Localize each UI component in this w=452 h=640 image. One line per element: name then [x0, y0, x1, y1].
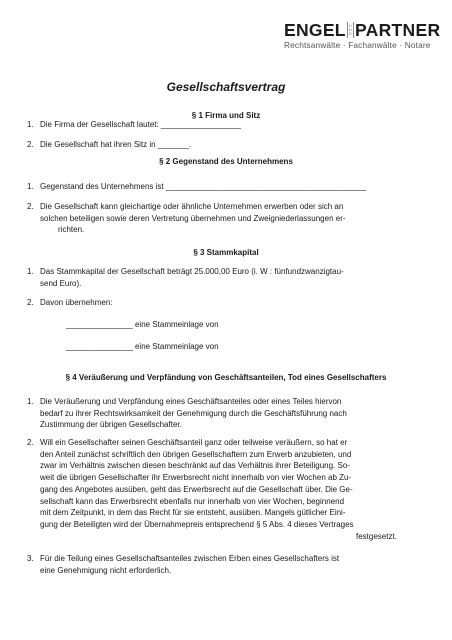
logo-amp-letter: N [348, 27, 352, 32]
item-text-line: Davon übernehmen: [40, 298, 113, 307]
item-number: 1. [27, 397, 34, 406]
item-text-line: Das Stammkapital der Gesellschaft beträgt 25.000,00 Euro (i. W : fünfundzwanzigtau- [40, 267, 344, 276]
item-text-line: festgesetzt. [356, 531, 397, 541]
item-text-line: Die Veräußerung und Verpfändung eines Geschäftsanteiles oder eines Teiles hiervon [40, 397, 342, 406]
section-heading-1: § 1 Firma und Sitz [191, 111, 261, 120]
section-heading-4: § 4 Veräußerung und Verpfändung von Geschäftsanteilen, Tod eines Gesellschafters [65, 373, 387, 382]
item-text-line: sellschaft kann das Erwerbsrecht ebenfalls nur innerhalb von vier Wochen, beginnend [40, 496, 345, 506]
item-text-line: bedarf zu ihrer Rechtswirksamkeit der Genehmigung durch die Geschäftsführung nach [40, 408, 347, 418]
item-number: 2. [27, 438, 34, 447]
contribution-line: _______________ eine Stammeinlage von [66, 320, 219, 329]
item-text-line: gang des Angebotes ausüben, geht das Erwerbsrecht auf die Gesellschaft über. Die Ge- [40, 484, 353, 494]
item-text-line: solchen beteiligen sowie deren Vertretung übernehmen und Zweigniederlassungen er- [40, 213, 346, 223]
item-number: 2. [27, 298, 34, 307]
item-text-line: weit die übrigen Gesellschafter ihr Erwerbsrecht nicht innerhalb von vier Wochen ab Zu- [40, 473, 352, 483]
item-text-line: den Anteil zunächst schriftlich den übrigen Gesellschaftern zum Erwerb anzubieten, und [40, 449, 352, 459]
logo-wordmark [284, 20, 441, 40]
logo-und-mark [347, 22, 354, 38]
item-number: 1. [27, 267, 34, 276]
contribution-line: _______________ eine Stammeinlage von [66, 342, 219, 351]
item-text-line: gung der Beteiligten wird der Übernahmepreis entsprechend § 5 Abs. 4 dieses Vertrages [40, 519, 354, 529]
logo-part1: ENGEL [284, 20, 346, 40]
item-text-line: send Euro). [40, 278, 82, 288]
item-text-line: Die Gesellschaft hat ihren Sitz in _______. [40, 140, 192, 149]
item-text-line: Die Gesellschaft kann gleichartige oder ähnliche Unternehmen erwerben oder sich an [40, 202, 344, 211]
item-text-line: eine Genehmigung nicht erforderlich. [40, 565, 172, 575]
logo-part2: PARTNER [355, 20, 441, 40]
section-heading-3: § 3 Stammkapital [193, 248, 259, 257]
item-number: 3. [27, 554, 34, 563]
item-number: 1. [27, 182, 34, 191]
logo-subtitle: Rechtsanwälte · Fachanwälte · Notare [284, 40, 431, 50]
item-text-line: zwar im Verhältnis zwischen diesen beschränkt auf das Verhältnis ihrer Beteiligung. So- [40, 461, 350, 471]
item-text-line: Will ein Gesellschafter seinen Geschäftsanteil ganz oder teilweise veräußern, so hat er [40, 438, 348, 447]
item-number: 2. [27, 202, 34, 211]
item-text-line: Für die Teilung eines Gesellschaftsanteiles zwischen Erben eines Gesellschafters ist [40, 554, 340, 563]
firm-logo [284, 20, 441, 50]
item-text-line: mit dem Zeitpunkt, in dem das Recht für sie entsteht, ausüben. Mangels gütlicher Eini- [40, 508, 346, 518]
section-heading-2: § 2 Gegenstand des Unternehmens [159, 157, 293, 166]
item-text-line: Zustimmung der übrigen Gesellschafter. [40, 420, 182, 430]
item-number: 1. [27, 120, 34, 129]
logo-amp-letter: D [348, 31, 352, 36]
item-text-line: Gegenstand des Unternehmens ist _____________________________________________ [40, 182, 367, 191]
item-text-line: richten. [58, 225, 85, 235]
logo-amp-letter: U [348, 23, 352, 28]
document-title: Gesellschaftsvertrag [166, 80, 286, 94]
item-text-line: Die Firma der Gesellschaft lautet: __________________ [40, 120, 242, 129]
item-number: 2. [27, 140, 34, 149]
